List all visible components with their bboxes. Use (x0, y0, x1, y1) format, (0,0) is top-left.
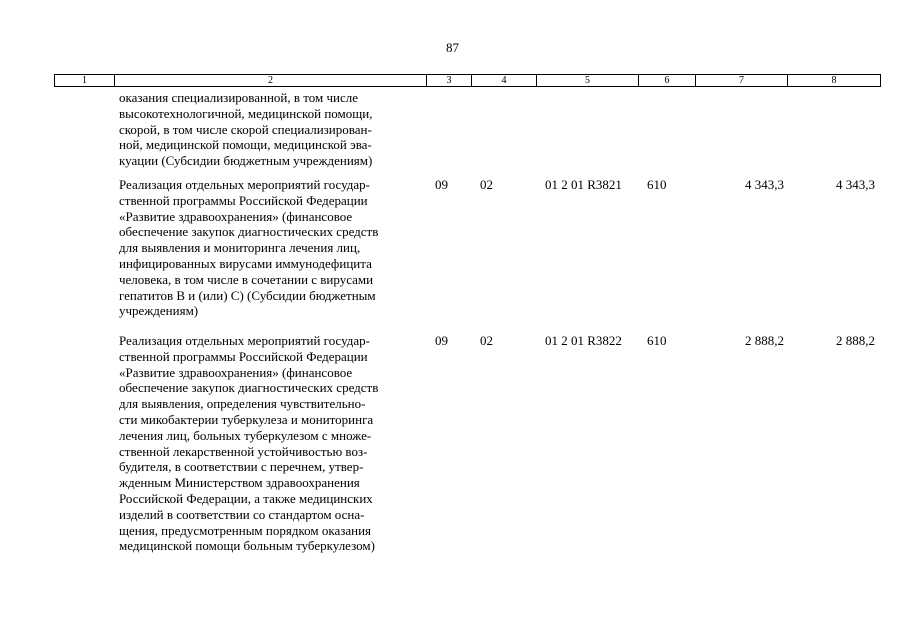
row-subsection: 02 (480, 333, 493, 348)
row-amount-2: 4 343,3 (836, 177, 875, 192)
row-description: Реализация отдельных мероприятий государ- ственной программы Российской Федерации «Развитие здравоохранения» (финансовое обеспечение закупок диагностических средств для выявления, определения чувствительно- сти микобактерии туберкулеза и мониторинга лечения лиц, больных туберкулезом с множе- ственной лекарственной устойчивостью воз- будителя, в соответствии с перечнем, утвер- жденным Министерством здравоохранения Российской Федерации, а также медицинских изделий в соответствии со стандартом осна- щения, предусмотренным порядком оказания медицинской помощи больным туберкулезом) (119, 333, 379, 554)
column-header-1: 1 (55, 75, 115, 87)
page-number: 87 (446, 40, 459, 55)
row-section: 09 (435, 333, 448, 348)
column-header-8: 8 (788, 75, 881, 87)
row-amount-1: 2 888,2 (745, 333, 784, 348)
column-header-2: 2 (115, 75, 427, 87)
row-section: 09 (435, 177, 448, 192)
column-header-5: 5 (537, 75, 639, 87)
column-header-4: 4 (472, 75, 537, 87)
row-amount-2: 2 888,2 (836, 333, 875, 348)
row-description: Реализация отдельных мероприятий государ- ственной программы Российской Федерации «Развитие здравоохранения» (финансовое обеспечение закупок диагностических средств для выявления и мониторинга лечения лиц, инфицированных вирусами иммунодефицита человека, в том числе в сочетании с вирусами гепатитов B и (или) C) (Субсидии бюджетным учреждениям) (119, 177, 379, 319)
row-target-article: 01 2 01 R3821 (545, 177, 622, 192)
row-expense-type: 610 (647, 177, 667, 192)
column-header-6: 6 (639, 75, 696, 87)
column-header-3: 3 (427, 75, 472, 87)
row-amount-1: 4 343,3 (745, 177, 784, 192)
row-target-article: 01 2 01 R3822 (545, 333, 622, 348)
row-expense-type: 610 (647, 333, 667, 348)
continuation-text: оказания специализированной, в том числе высокотехнологичной, медицинской помощи, скорой, в том числе скорой специализирован- ной, медицинской помощи, медицинской эва- куации (Субсидии бюджетным учреждениям) (119, 90, 373, 169)
row-subsection: 02 (480, 177, 493, 192)
column-header-7: 7 (696, 75, 788, 87)
column-header-row (54, 74, 881, 87)
